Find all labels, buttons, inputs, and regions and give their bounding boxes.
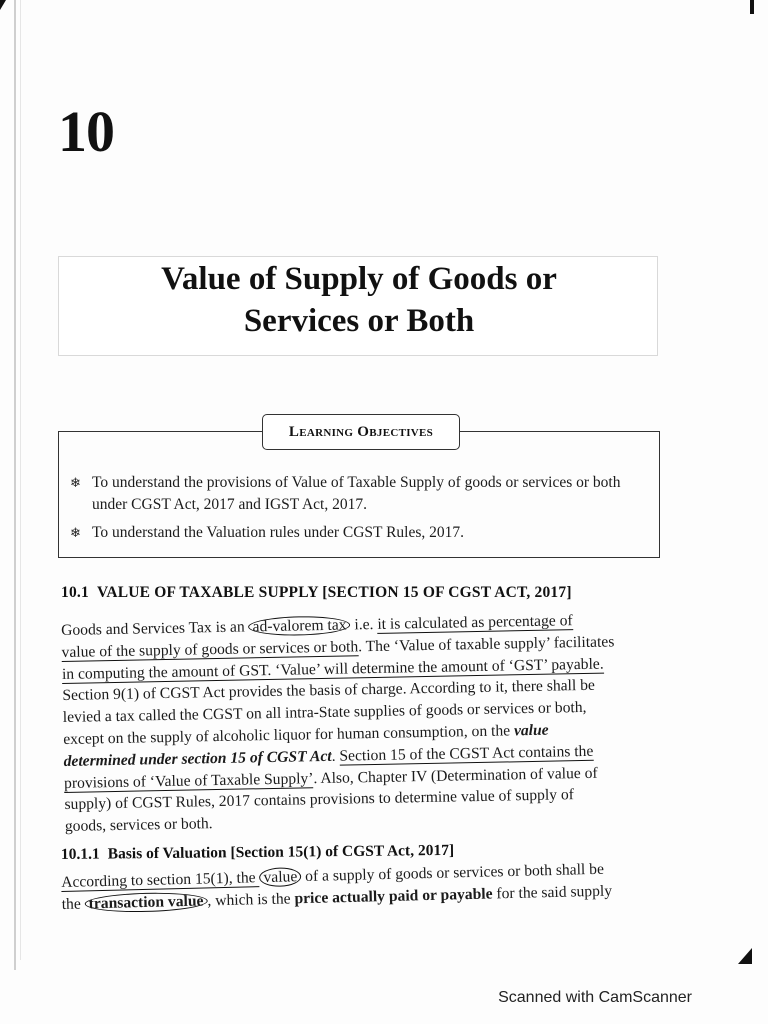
objective-item (70, 472, 652, 516)
paragraph-line: goods, services or both. (64, 815, 213, 836)
objective-text: To understand the Valuation rules under CGST Rules, 2017. (92, 524, 465, 541)
paragraph-line: levied a tax called the CGST on all intra-State supplies of goods or services or both, (62, 699, 587, 727)
underlined-phrase: provisions of ‘Value of Taxable Supply’ (63, 769, 314, 792)
chapter-title-line-1: Value of Supply of Goods or (161, 261, 557, 297)
chapter-title-box (58, 256, 658, 356)
snowflake-bullet-icon: ❄ (70, 475, 81, 490)
text-run: for the said supply (492, 882, 613, 903)
scan-corner-mark-bottom-right (738, 948, 752, 964)
underlined-phrase: value of the supply of goods or services or both (61, 638, 359, 661)
chapter-number: 10 (58, 99, 114, 164)
circled-term: value (259, 867, 301, 887)
text-run: i.e. (350, 615, 378, 634)
camscanner-watermark: Scanned with CamScanner (498, 989, 692, 1006)
page-edge-shadow (14, 0, 16, 970)
section-number: 10.1.1 (60, 845, 100, 863)
emphasis-text: value (513, 721, 549, 740)
underlined-phrase: in computing the amount of GST. ‘Value’ will determine the amount of ‘GST’ payable. (61, 655, 604, 683)
text-run: . Also, Chapter IV (Determination of value of (313, 764, 598, 787)
section-10-1-paragraph (61, 611, 618, 840)
paragraph-line: Section 9(1) of CGST Act provides the basis of charge. According to it, there shall be (62, 677, 596, 705)
chapter-title-line-2: Services or Both (243, 303, 475, 339)
section-heading-10-1 (61, 584, 572, 602)
snowflake-bullet-icon: ❄ (70, 525, 81, 540)
section-10-1-1-paragraph (61, 861, 612, 918)
objective-text: To understand the provisions of Value of Taxable Supply of goods or services or both under CGST Act, 2017 and IGST Act, 2017. (92, 474, 621, 513)
scan-corner-mark-top-right (750, 0, 754, 14)
section-title: Basis of Valuation [Section 15(1) of CGST Act, 2017] (107, 841, 455, 863)
underlined-phrase: it is calculated as percentage of (377, 612, 573, 633)
scan-corner-mark-top-left (0, 0, 6, 10)
page-edge-line (20, 0, 21, 960)
section-heading-10-1-1 (61, 842, 454, 864)
text-run: Goods and Services Tax is an (61, 618, 249, 639)
objective-item (70, 522, 652, 544)
text-run: of a supply of goods or services or both shall be (301, 860, 605, 886)
underlined-phrase: Section 15 of the CGST Act contains the (339, 742, 594, 765)
text-run: . The ‘Value of taxable supply’ facilitates (358, 633, 615, 656)
bold-phrase: price actually paid or payable (294, 885, 493, 908)
text-run: , which is the (207, 890, 295, 910)
circled-term: ad-valorem tax (248, 615, 350, 636)
section-title: VALUE OF TAXABLE SUPPLY [SECTION 15 OF CGST ACT, 2017] (96, 584, 572, 601)
text-run: except on the supply of alcoholic liquor for human consumption, on the (63, 722, 515, 748)
learning-objectives-label: Learning Objectives (262, 414, 460, 450)
section-number: 10.1 (61, 584, 89, 601)
text-run: the (61, 895, 85, 913)
circled-term: transaction value (84, 891, 207, 913)
paragraph-line: supply) of CGST Rules, 2017 contains provisions to determine value of supply of (64, 786, 575, 814)
emphasis-text: determined under section 15 of CGST Act (63, 747, 332, 770)
text-run: . (331, 747, 340, 765)
underlined-phrase: According to section 15(1), the (61, 869, 260, 891)
